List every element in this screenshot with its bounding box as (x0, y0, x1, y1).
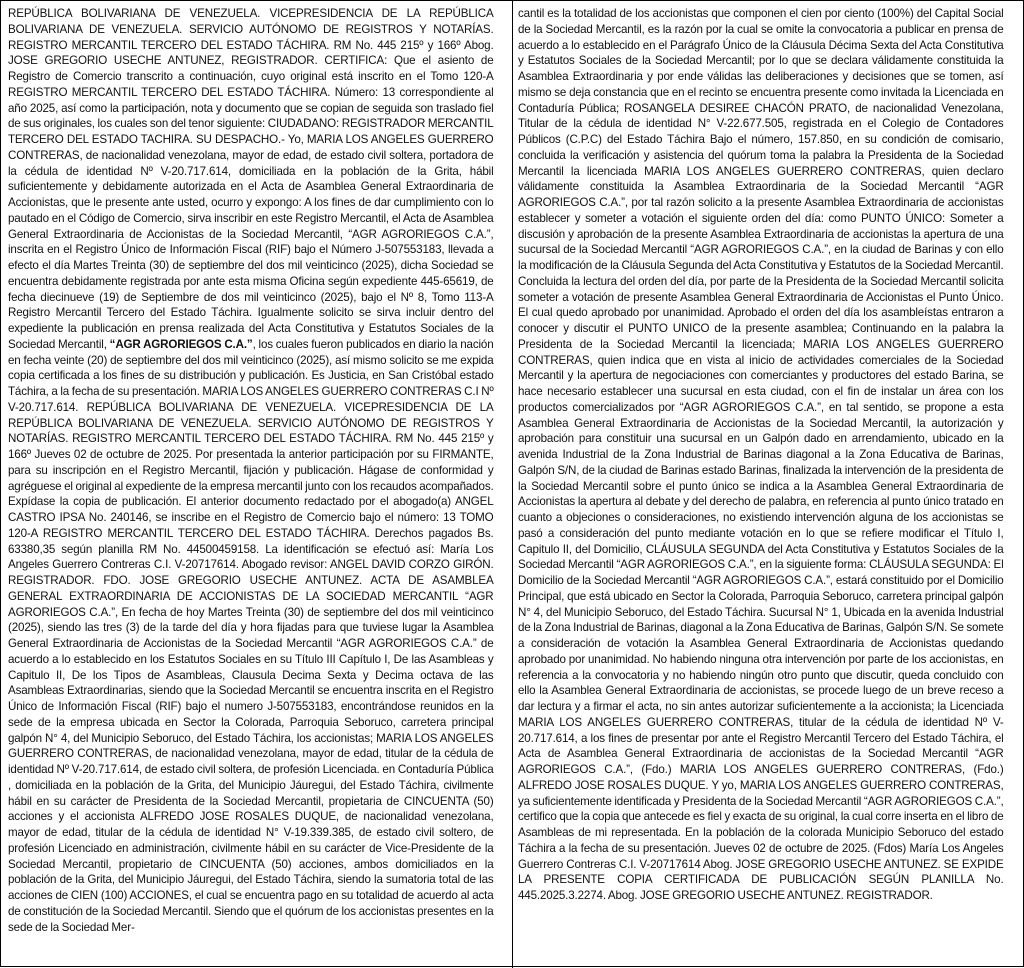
left-text-part-1: REPÚBLICA BOLIVARIANA DE VENEZUELA. VICEPRESIDENCIA DE LA REPÚBLICA BOLIVARIANA DE VENEZUELA. SERVICIO AUTÓNOMO DE REGISTROS Y NOTARÍAS. REGISTRO MERCANTIL TERCERO DEL ESTADO TÁCHIRA. RM No. 445 215º y 166º Abog. JOSE GREGORIO USECHE ANTUNEZ, REGISTRADOR. CERTIFICA: Que el asiento de Registro de Comercio transcrito a continuación, cuyo original está inscrito en el Tomo 120-A REGISTRO MERCANTIL TERCERO DEL ESTADO TÁCHIRA. Número: 13 correspondiente al año 2025, así como la participación, nota y documento que se copian de seguida son traslado fiel de sus originales, los cuales son del tenor siguiente: CIUDADANO: REGISTRADOR MERCANTIL TERCERO DEL ESTADO TACHIRA. SU DESPACHO.- Yo, MARIA LOS ANGELES GUERRERO CONTRERAS, de nacionalidad venezolana, mayor de edad, de estado civil soltera, portadora de la cédula de identidad Nº V-20.717.614, domiciliada en la población de la Grita, hábil suficientemente y debidamente autorizada en el Acta de Asamblea General Extraordinaria de Accionistas, que le presente ante usted, ocurro y expongo: A los fines de dar cumplimiento con lo pautado en el Código de Comercio, sirva inscribir en este Registro Mercantil, el Acta de Asamblea General Extraordinaria de Accionistas de la Sociedad Mercantil, “AGR AGRORIEGOS C.A.”, inscrita en el Registro Único de Información Fiscal (RIF) bajo el Número J-507553183, llevada a efecto el día Martes Treinta (30) de septiembre del dos mil veinticinco (2025), dicha Sociedad se encuentra debidamente registrada por ante esta misma Oficina según expediente 445-65619, de fecha diecinueve (19) de Septiembre de dos mil veinticinco (2025), bajo el Nº 8, Tomo 113-A Registro Mercantil Tercero del Estado Táchira. Igualmente solicito se sirva incluir dentro del expediente la publicación en prensa realizada del Acta Constitutiva y Estatutos Sociales de la Sociedad Mercantil, (8, 6, 494, 351)
left-text-part-2: , los cuales fueron publicados en diario la nación en fecha veinte (20) de septiembre del dos mil veinticinco (2025), así mismo solicito se me expida copia certificada a los fines de su distribución y publicación. Es Justicia, en San Cristóbal estado Táchira, a la fecha de su presentación. MARIA LOS ANGELES GUERRERO CONTRERAS C.I Nº V-20.717.614. REPÚBLICA BOLIVARIANA DE VENEZUELA. VICEPRESIDENCIA DE LA REPÚBLICA BOLIVARIANA DE VENEZUELA. SERVICIO AUTÓNOMO DE REGISTROS Y NOTARÍAS. REGISTRO MERCANTIL TERCERO DEL ESTADO TÁCHIRA. RM No. 445 215º y 166º Jueves 02 de octubre de 2025. Por presentada la anterior participación por su FIRMANTE, para su inscripción en el Registro Mercantil, fijación y publicación. Hágase de conformidad y agréguese el original al expediente de la empresa mercantil junto con los recaudos acompañados. Expídase la copia de publicación. El anterior documento redactado por el abogado(a) ANGEL CASTRO IPSA No. 240146, se inscribe en el Registro de Comercio bajo el número: 13 TOMO 120-A REGISTRO MERCANTIL TERCERO DEL ESTADO TÁCHIRA. Derechos pagados Bs. 63380,35 según planilla RM No. 44500459158. La identificación se efectuó así: María Los Angeles Guerrero Contreras C.I. V-20717614. Abogado revisor: ANGEL DAVID CORZO GIRÓN. REGISTRADOR. FDO. JOSE GREGORIO USECHE ANTUNEZ. ACTA DE ASAMBLEA GENERAL EXTRAORDINARIA DE ACCIONISTAS DE LA SOCIEDAD MERCANTIL “AGR AGRORIEGOS C.A.”, En fecha de hoy Martes Treinta (30) de septiembre del dos mil veinticinco (2025), siendo las tres (3) de la tarde del día y hora fijadas para que tuviese lugar la Asamblea General Extraordinaria de Accionistas de la Sociedad Mercantil “AGR AGRORIEGOS C.A.” de acuerdo a lo establecido en los Estatutos Sociales en su Título III Capítulo I, De las Asambleas y Capitulo II, De los Tipos de Asambleas, Clausula Decima Sexta y Decima octava de las Asambleas Extraordinarias, siendo que la Sociedad Mercantil se encuentra inscrita en el Registro Único de Información Fiscal (RIF) bajo el numero J-507553183, encontrándose reunidos en la sede de la empresa ubicada en Sector la Colorada, Parroquia Seboruco, carretera principal galpón N° 4, del Municipio Seboruco, del Estado Táchira, los accionistas; MARIA LOS ANGELES GUERRERO CONTRERAS, de nacionalidad venezolana, mayor de edad, titular de la cédula de identidad Nº V-20.717.614, de estado civil soltera, de profesión Licenciada. en Contaduría Pública , domiciliada en la población de la Grita, del Municipio Jáuregui, del Estado Táchira, civilmente hábil en su carácter de Presidenta de la Sociedad Mercantil, propietaria de CINCUENTA (50) acciones y el accionista ALFREDO JOSE ROSALES DUQUE, de nacionalidad venezolana, mayor de edad, titular de la cédula de identidad N° V-19.339.385, de estado civil soltero, de profesión Licenciado en administración, civilmente hábil en su carácter de Vice-Presidente de la Sociedad Mercantil, propietario de CINCUENTA (50) acciones, ambos domiciliados en la población de la Grita, del Municipio Jáuregui, del Estado Táchira, siendo la sumatoria total de las acciones de CIEN (100) ACCIONES, el cual se encuentra pago en su totalidad de acuerdo al acta de constitución de la Sociedad Mercantil. Siendo que el quórum de los accionistas presentes en la sede de la Sociedad Mer- (8, 336, 494, 934)
right-column (518, 6, 1004, 904)
column-divider (512, 1, 513, 968)
left-column (8, 6, 494, 935)
company-name-bold: “AGR AGRORIEGOS C.A.” (109, 336, 253, 351)
left-column-text (8, 6, 494, 935)
right-column-text: cantil es la totalidad de los accionistas que componen el cien por ciento (100%) del Capital Social de la Sociedad Mercantil, es la razón por la cual se omite la convocatoria a publicar en prensa de acuerdo a lo establecido en el Parágrafo Único de la Cláusula Décima Sexta del Acta Constitutiva y Estatutos Sociales de la Sociedad Mercantil; por lo que se declara válidamente constituida la Asamblea Extraordinaria y por ende válidas las deliberaciones y decisiones que se tomen, así mismo se deja constancia que en el recinto se encuentra presente como invitada la Licenciada en Contaduría Pública; ROSANGELA DESIREE CHACÓN PRATO, de nacionalidad Venezolana, Titular de la cédula de identidad N° V-22.677.505, registrada en el Colegio de Contadores Públicos (C.P.C) del Estado Táchira Bajo el número, 157.850, en su condición de comisario, concluida la verificación y asistencia del quórum toma la palabra la Presidenta de la Sociedad Mercantil la licenciada MARIA LOS ANGELES GUERRERO CONTRERAS, quien declaro válidamente constituida la Asamblea Extraordinaria de la Sociedad Mercantil “AGR AGRORIEGOS C.A.”, por tal razón solicito a la presente Asamblea Extraordinaria de accionistas establecer y someter a votación el siguiente orden del día: como PUNTO ÚNICO: Someter a discusión y aprobación de la presente Asamblea Extraordinaria de accionistas la apertura de una sucursal de la Sociedad Mercantil “AGR AGRORIEGOS C.A.”, en la ciudad de Barinas y con ello la modificación de la Cláusula Segunda del Acta Constitutiva y Estatutos de la Sociedad Mercantil. Concluida la lectura del orden del día, por parte de la Presidenta de la Sociedad Mercantil solicita someter a votación de presente Asamblea General Extraordinaria de Accionistas el Punto Único. El cual quedo aprobado por unanimidad. Aprobado el orden del día los asambleístas entraron a conocer y discutir el PUNTO UNICO de la presente asamblea; Continuando en la palabra la Presidenta de la Sociedad Mercantil la licenciada; MARIA LOS ANGELES GUERRERO CONTRERAS, quien indica que en vista al inicio de actividades comerciales de la Sociedad Mercantil y la apertura de negociaciones con comerciantes y productores del estado Barina, se hace necesario establecer una sucursal en esta ciudad, con el fin de instalar un área con los productos comercializados por “AGR AGRORIEGOS C.A.”, en tal sentido, se propone a esta Asamblea General Extraordinaria de Accionistas de la Sociedad Mercantil, la autorización y aprobación para constituir una sucursal en un Galpón dado en arrendamiento, ubicado en la avenida Industrial de la Zona Industrial de Barinas diagonal a la Zona Educativa de Barinas, Galpón S/N, de la ciudad de Barinas estado Barinas, finalizada la intervención de la presidenta de la Sociedad Mercantil sobre el punto único se indica a la Asamblea General Extraordinaria de Accionistas la apertura al debate y del derecho de palabra, en referencia al punto único tratado en cuanto a objeciones o consideraciones, no existiendo intervención alguna de los accionistas se pasó a consideración del punto mediante votación en lo que se refiere modificar el Título I, Capitulo II, del Domicilio, CLÁUSULA SEGUNDA del Acta Constitutiva y Estatutos Sociales de la Sociedad Mercantil “AGR AGRORIEGOS C.A.”, en la siguiente forma: CLÁUSULA SEGUNDA: El Domicilio de la Sociedad Mercantil “AGR AGRORIEGOS C.A.”, estará constituido por el Domicilio Principal, que está ubicado en Sector la Colorada, Parroquia Seboruco, carretera principal galpón N° 4, del Municipio Seboruco, del Estado Táchira. Sucursal N° 1, Ubicada en la avenida Industrial de la Zona Industrial de Barinas, diagonal a la Zona Educativa de Barinas, Galpón S/N. Se somete a consideración de votación la Asamblea General Extraordinaria de Accionistas quedando aprobado por unanimidad. No habiendo ninguna otra intervención por parte de los accionistas, en referencia a la convocatoria y no habiendo ningún otro punto que discutir, queda concluido con ello la Asamblea General Extraordinaria de accionistas, se procede luego de un breve receso a dar lectura y a firmar el acta, no sin antes autorizar suficientemente a la accionista; la Licenciada MARIA LOS ANGELES GUERRERO CONTRERAS, titular de la cédula de identidad Nº V-20.717.614, a los fines de presentar por ante el Registro Mercantil Tercero del Estado Táchira, el Acta de Asamblea General Extraordinaria de accionistas de la Sociedad Mercantil “AGR AGRORIEGOS C.A.”, (Fdo.) MARIA LOS ANGELES GUERRERO CONTRERAS, (Fdo.) ALFREDO JOSE ROSALES DUQUE. Y yo, MARIA LOS ANGELES GUERRERO CONTRERAS, ya suficientemente identificada y Presidenta de la Sociedad Mercantil “AGR AGRORIEGOS C.A.”, certifico que la copia que antecede es fiel y exacta de su original, la cual corre inserta en el libro de Asambleas de mi representada. En la población de la colorada Municipio Seboruco del estado Táchira a la fecha de su presentación. Jueves 02 de octubre de 2025. (Fdos) María Los Angeles Guerrero Contreras C.I. V-20717614 Abog. JOSE GREGORIO USECHE ANTUNEZ. SE EXPIDE LA PRESENTE COPIA CERTIFICADA DE PUBLICACIÓN SEGÚN PLANILLA No. 445.2025.3.2274. Abog. JOSE GREGORIO USECHE ANTUNEZ. REGISTRADOR. (518, 6, 1004, 902)
